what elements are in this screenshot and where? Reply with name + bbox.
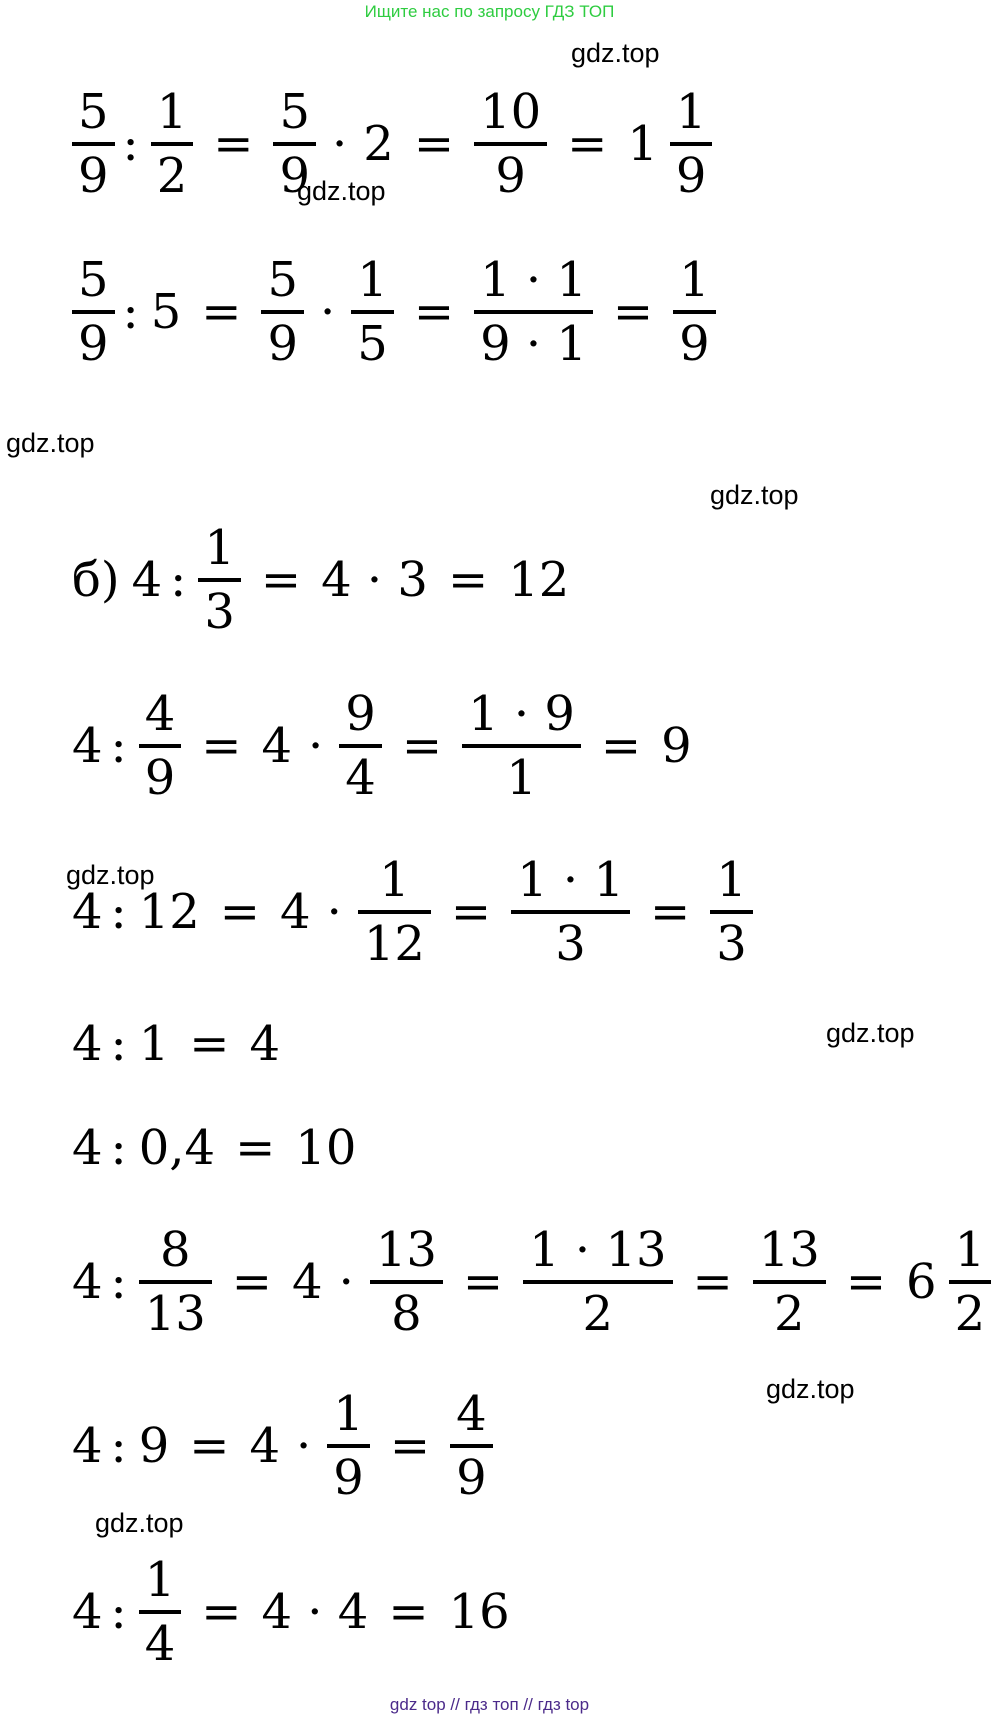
- fraction: $\frac{1}{9}$: [321, 1390, 376, 1502]
- equation-3: б) 4 : $\frac{1}{3}$ = 4 · 3 = 12: [66, 524, 575, 636]
- part-label: б): [72, 552, 120, 608]
- fraction: $\frac{1 \cdot 1}{9 \cdot 1}$: [468, 256, 599, 368]
- watermark: gdz.top: [571, 38, 660, 68]
- equation-9: 4 : 9 = 4 · $\frac{1}{9}$ = $\frac{4}{9}$: [66, 1390, 499, 1502]
- watermark: gdz.top: [6, 428, 95, 458]
- equation-7: 4 : 0,4 = 10: [72, 1120, 357, 1176]
- fraction: $\frac{1 \cdot 13}{2}$: [517, 1226, 678, 1338]
- fraction: $\frac{1}{2}$: [145, 88, 200, 200]
- watermark: gdz.top: [95, 1508, 184, 1538]
- watermark: gdz.top: [766, 1374, 855, 1404]
- equation-5: 4 : 12 = 4 · $\frac{1}{12}$ = $\frac{1 \cdot 1}{3}$ = $\frac{1}{3}$: [66, 856, 759, 968]
- watermark: gdz.top: [297, 176, 386, 206]
- watermark: gdz.top: [66, 860, 155, 890]
- fraction: $\frac{5}{9}$: [267, 88, 322, 200]
- equation-6: 4 : 1 = 4: [72, 1016, 281, 1072]
- fraction: $\frac{5}{9}$: [66, 256, 121, 368]
- fraction: $\frac{1 \cdot 1}{3}$: [505, 856, 636, 968]
- equation-2: $\frac{5}{9}$ : 5 = $\frac{5}{9}$ · $\frac{1}{5}$ = $\frac{1 \cdot 1}{9 \cdot 1}$ = $\frac{1}{9}$: [66, 256, 722, 368]
- watermark: gdz.top: [710, 480, 799, 510]
- fraction: $\frac{4}{9}$: [133, 690, 188, 802]
- fraction: $\frac{1}{3}$: [192, 524, 247, 636]
- fraction: $\frac{1}{9}$: [667, 256, 722, 368]
- fraction: $\frac{8}{13}$: [133, 1226, 218, 1338]
- equation-8: 4 : $\frac{8}{13}$ = 4 · $\frac{13}{8}$ = $\frac{1 \cdot 13}{2}$ = $\frac{13}{2}$ = 6 $\frac{1}{2}$: [66, 1226, 997, 1338]
- fraction: $\frac{9}{4}$: [333, 690, 388, 802]
- fraction: $\frac{1}{12}$: [352, 856, 437, 968]
- footer-links[interactable]: gdz top // гдз топ // гдз top: [389, 1695, 590, 1714]
- fraction: $\frac{5}{9}$: [255, 256, 310, 368]
- mixed-number: 1 $\frac{1}{9}$: [621, 88, 718, 200]
- mixed-number: 6 $\frac{1}{2}$: [900, 1226, 997, 1338]
- equation-4: 4 : $\frac{4}{9}$ = 4 · $\frac{9}{4}$ = $\frac{1 \cdot 9}{1}$ = 9: [72, 686, 692, 806]
- fraction: $\frac{1}{3}$: [704, 856, 759, 968]
- fraction: $\frac{1 \cdot 9}{1}$: [456, 690, 587, 802]
- fraction: $\frac{1}{4}$: [133, 1556, 188, 1668]
- equation-10: 4 : $\frac{1}{4}$ = 4 · 4 = 16: [72, 1552, 510, 1672]
- fraction: $\frac{5}{9}$: [66, 88, 121, 200]
- fraction: $\frac{13}{2}$: [747, 1226, 832, 1338]
- fraction: $\frac{1}{5}$: [345, 256, 400, 368]
- watermark: gdz.top: [826, 1018, 915, 1048]
- fraction: $\frac{4}{9}$: [444, 1390, 499, 1502]
- equation-1: $\frac{5}{9}$ : $\frac{1}{2}$ = $\frac{5}{9}$ · 2 = $\frac{10}{9}$ = 1 $\frac{1}{9}$: [66, 88, 718, 200]
- search-banner[interactable]: Ищите нас по запросу ГДЗ ТОП: [364, 2, 615, 21]
- fraction: $\frac{13}{8}$: [364, 1226, 449, 1338]
- fraction: $\frac{10}{9}$: [468, 88, 553, 200]
